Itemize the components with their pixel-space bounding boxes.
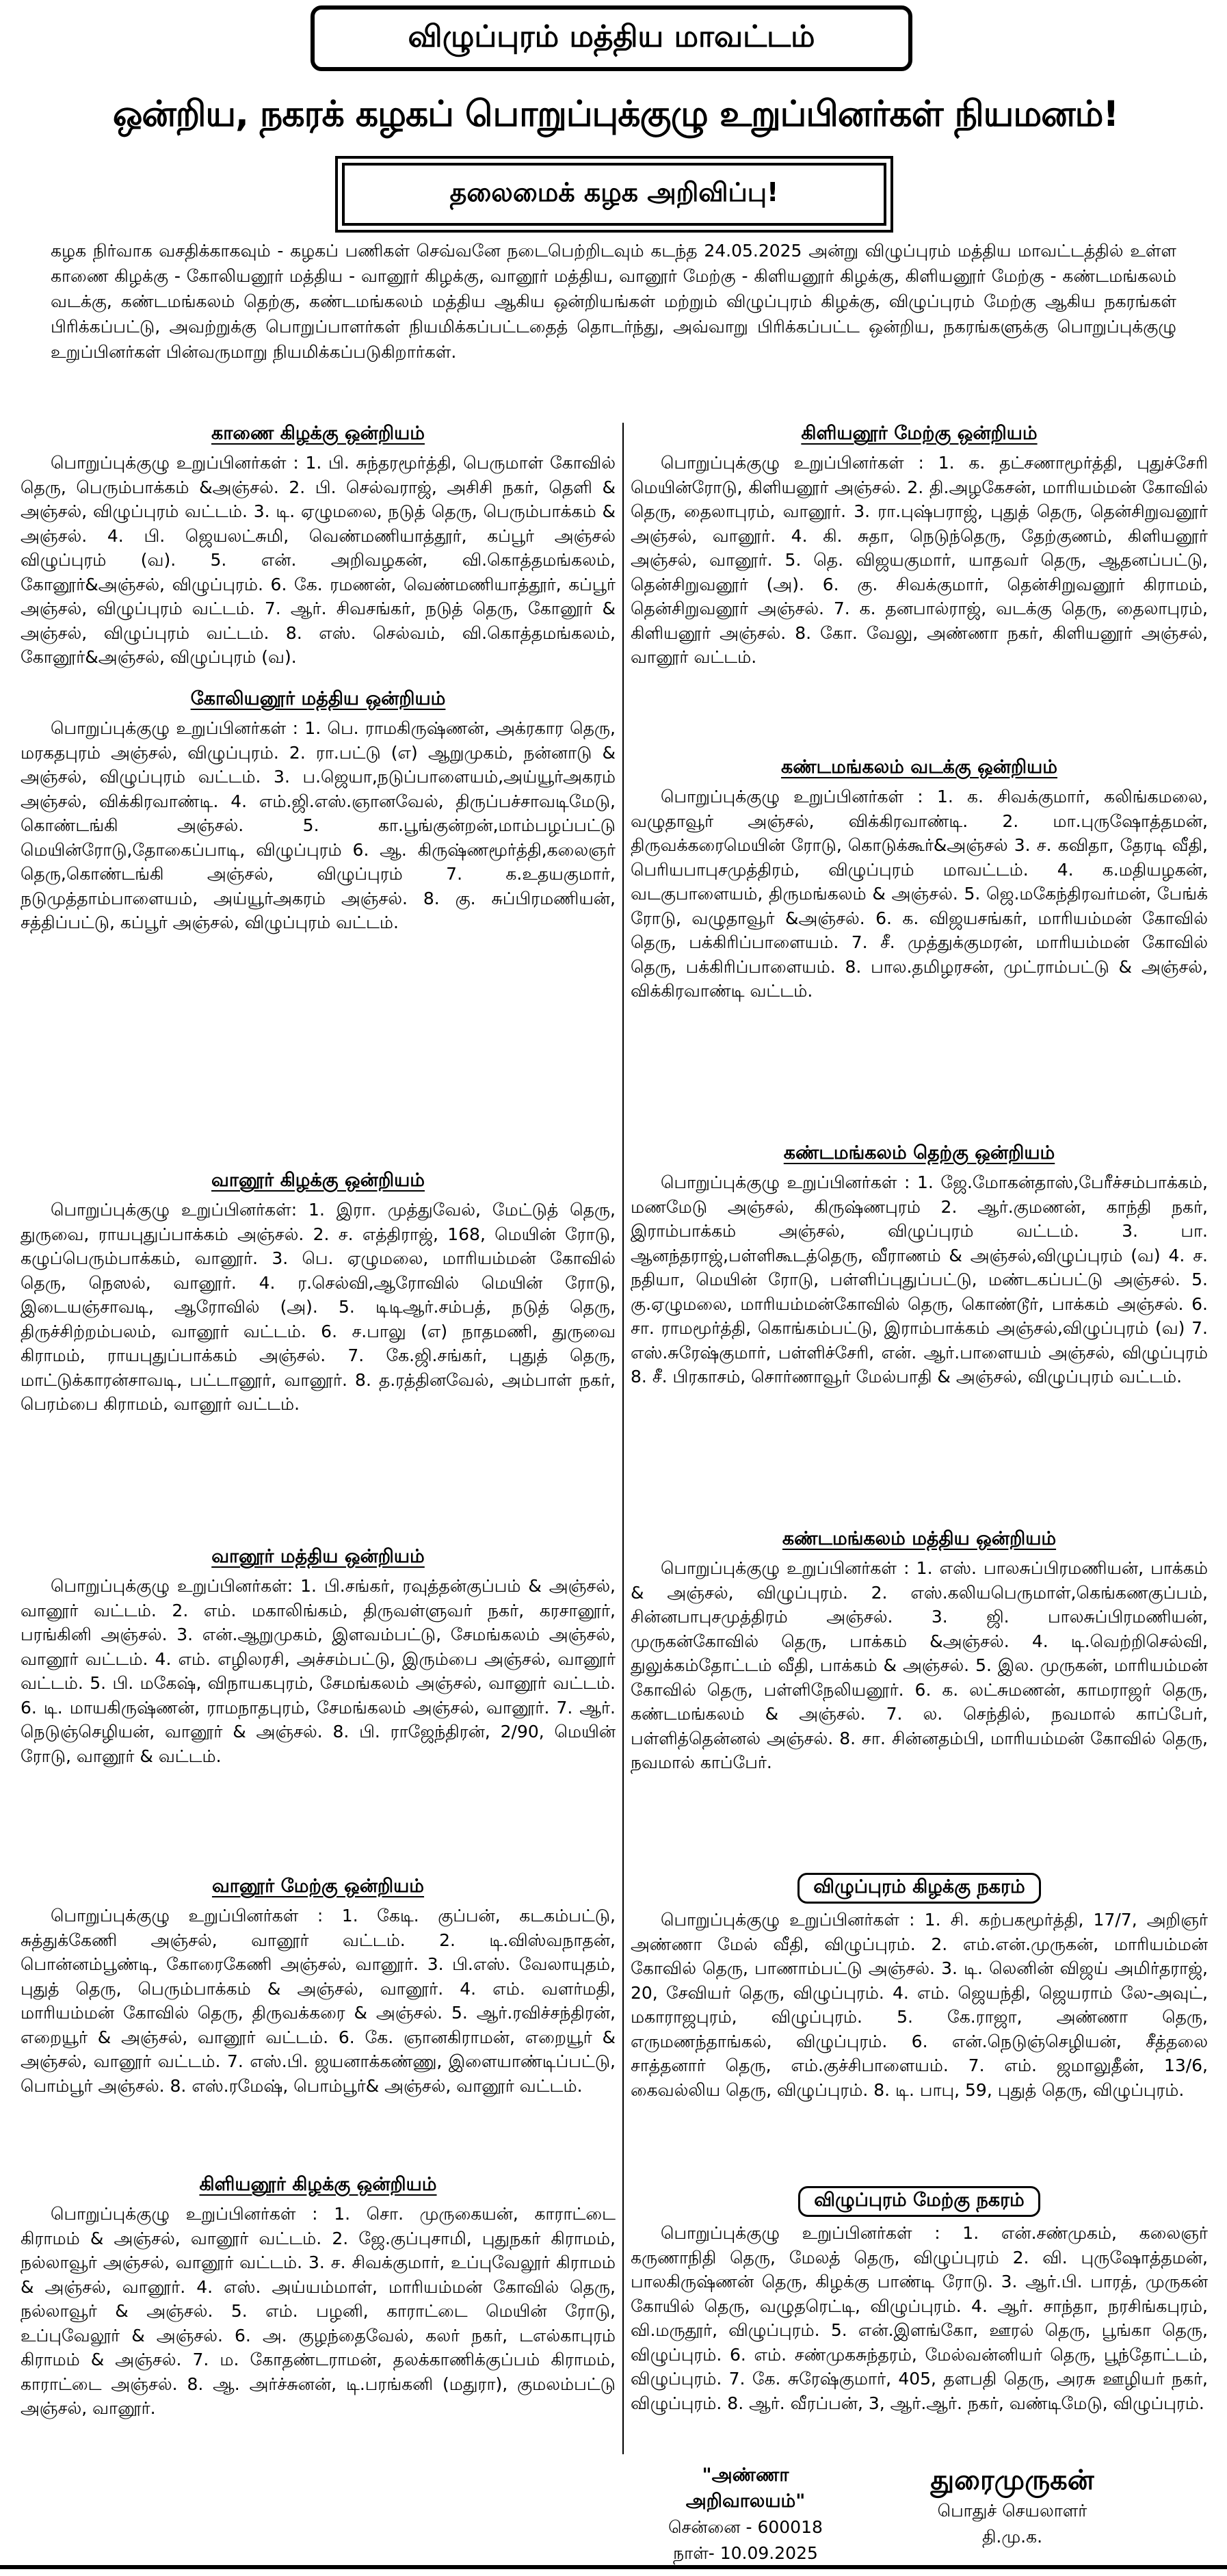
section-title: கிளியனூர் மேற்கு ஒன்றியம் <box>801 423 1038 444</box>
section-body: பொறுப்புக்குழு உறுப்பினர்கள் : 1. என்.சண்முகம், கலைஞர் கருணாநிதி தெரு, மேலத் தெரு, விழுப்புரம் 2. வி. புருஷோத்தமன், பாலகிருஷ்ணன் தெரு, கிழக்கு பாண்டி ரோடு. 3. ஆர்.பி. பாரத், முருகன் கோயில் தெரு, வழுதரெட்டி, விழுப்புரம். 4. ஆர். சாந்தா, நரசிங்கபுரம், வி.மருதூர், விழுப்புரம். 5. என்.இளங்கோ, ஊரல் தெரு, பூங்கா தெரு, விழுப்புரம். 6. எம். சண்முகசுந்தரம், மேல்வன்னியர் தெரு, பூந்தோட்டம், விழுப்புரம். 7. கே. சுரேஷ்குமார், 405, தளபதி தெரு, அரசு ஊழியர் நகர், விழுப்புரம். 8. ஆர். வீரப்பன், 3, ஆர்.ஆர். நகர், வண்டிமேடு, விழுப்புரம். <box>631 2223 1208 2413</box>
section-vanur-west <box>21 1876 616 2098</box>
section-title: வானூர் மத்திய ஒன்றியம் <box>211 1546 425 1567</box>
party-name: தி.மு.க. <box>981 2527 1043 2547</box>
section-body: பொறுப்புக்குழு உறுப்பினர்கள் : 1. சொ. முருகையன், காராட்டை கிராமம் & அஞ்சல், வானூர் வட்டம். 2. ஜே.குப்புசாமி, புதுநகர் கிராமம், நல்லாவூர் அஞ்சல், வானூர் வட்டம். 3. ச. சிவக்குமார், உப்புவேலூர் கிராமம் & அஞ்சல், வானூர். 4. எஸ். அய்யம்மாள், மாரியம்மன் கோவில் தெரு, நல்லாவூர் & அஞ்சல். 5. எம். பழனி, காராட்டை மெயின் ரோடு, உப்புவேலூர் & அஞ்சல். 6. அ. குழந்தைவேல், கலர் நகர், டஎல்காபுரம் கிராமம் & அஞ்சல். 7. ம. கோதண்டராமன், தலக்காணிக்குப்பம் கிராமம், காராட்டை அஞ்சல். 8. ஆ. அர்ச்சுனன், டி.பரங்கனி (மதுரா), குமலம்பட்டு அஞ்சல், வானூர். <box>21 2204 616 2418</box>
section-title: வானூர் மேற்கு ஒன்றியம் <box>211 1876 425 1897</box>
section-body: பொறுப்புக்குழு உறுப்பினர்கள் : 1. கேடி. குப்பன், கடகம்பட்டு, சுத்துக்கேணி அஞ்சல், வானூர் வட்டம். 2. டி.விஸ்வநாதன், பொன்னம்பூண்டி, கோரைகேணி அஞ்சல், வானூர். 3. பி.எஸ். வேலாயுதம், புதுத் தெரு, பெரும்பாக்கம் & அஞ்சல், வானூர். 4. எம். வளர்மதி, மாரியம்மன் கோவில் தெரு, திருவக்கரை & அஞ்சல். 5. ஆர்.ரவிச்சந்திரன், எறையூர் & அஞ்சல், வானூர் வட்டம். 6. கே. ஞானகிராமன், எறையூர் & அஞ்சல், வானூர் வட்டம். 7. எஸ்.பி. ஜயனாக்கண்ணு, இளையாண்டிப்பட்டு, பொம்பூர் அஞ்சல். 8. எஸ்.ரமேஷ், பொம்பூர்& அஞ்சல், வானூர் வட்டம். <box>21 1906 616 2096</box>
section-title: கோலியனூர் மத்திய ஒன்றியம் <box>190 688 446 709</box>
district-banner: விழுப்புரம் மத்திய மாவட்டம் <box>311 5 912 71</box>
headquarters-notice-label: தலைமைக் கழக அறிவிப்பு! <box>342 163 886 226</box>
office-city: சென்னை - 600018 <box>668 2517 823 2537</box>
section-body: பொறுப்புக்குழு உறுப்பினர்கள் : 1. எஸ். பாலசுப்பிரமணியன், பாக்கம் & அஞ்சல், விழுப்புரம். 2. எஸ்.கலியபெருமாள்,கெங்கணகுப்பம், சின்னபாபுசமுத்திரம் அஞ்சல். 3. ஜி. பாலசுப்பிரமணியன், முருகன்கோவில் தெரு, பாக்கம் &அஞ்சல். 4. டி.வெற்றிசெல்வி, துலுக்கம்தோட்டம் வீதி, பாக்கம் & அஞ்சல். 5. இல. முருகன், மாரியம்மன் கோவில் தெரு, பள்ளிநேலியனூர். 6. க. லட்சுமணன், காமராஜர் தெரு, கண்டமங்கலம் & அஞ்சல். 7. ல. செந்தில், நவமால் காப்பேர், பள்ளித்தென்னல் அஞ்சல். 8. சா. சின்னதம்பி, மாரியம்மன் கோவில் தெரு, நவமால் காப்பேர். <box>631 1558 1208 1772</box>
section-koliyanur-central <box>21 688 616 935</box>
section-body: பொறுப்புக்குழு உறுப்பினர்கள் : 1. சி. கற்பகமூர்த்தி, 17/7, அறிஞர் அண்ணா மேல் வீதி, விழுப்புரம். 2. எம்.என்.முருகன், மாரியம்மன் கோவில் தெரு, பாணாம்பட்டு அஞ்சல். 3. டி. லெனின் விஜய் அமிர்தராஜ், 20, சேவியர் தெரு, விழுப்புரம். 4. எம். ஜெயந்தி, ஜெயராம் லே-அவுட், மகாராஜபுரம், விழுப்புரம். 5. கே.ராஜா, அண்ணா தெரு, எருமணந்தாங்கல், விழுப்புரம். 6. என்.நெடுஞ்செழியன், சீத்தலை சாத்தனார் தெரு, எம்.குச்சிபாளையம். 7. எம். ஜமாலுதீன், 13/6, கைவல்லிய தெரு, விழுப்புரம். 8. டி. பாபு, 59, புதுத் தெரு, விழுப்புரம். <box>631 1910 1208 2100</box>
section-villupuram-east-town <box>631 1873 1208 2102</box>
signatory-designation: பொதுச் செயலாளர் <box>937 2501 1087 2521</box>
section-title: விழுப்புரம் மேற்கு நகரம் <box>798 2186 1040 2217</box>
bottom-divider <box>0 2565 1227 2569</box>
section-kandamangalam-south <box>631 1142 1208 1389</box>
page-title: ஒன்றிய, நகரக் கழகப் பொறுப்புக்குழு உறுப்பினர்கள் நியமனம்! <box>112 93 1119 135</box>
section-kiliyanur-west <box>631 423 1208 670</box>
section-title: வானூர் கிழக்கு ஒன்றியம் <box>211 1170 425 1191</box>
section-body: பொறுப்புக்குழு உறுப்பினர்கள்: 1. இரா. முத்துவேல், மேட்டுத் தெரு, துருவை, ராயபுதுப்பாக்கம் அஞ்சல். 2. ச. எத்திராஜ், 168, மெயின் ரோடு, கழுப்பெரும்பாக்கம், வானூர். 3. பெ. ஏழுமலை, மாரியம்மன் கோவில் தெரு, நெஸல், வானூர். 4. ர.செல்வி,ஆரோவில் மெயின் ரோடு, இடையஞ்சாவடி, ஆரோவில் (அ). 5. டிடிஆர்.சம்பத், நடுத் தெரு, திருச்சிற்றம்பலம், வானூர் வட்டம். 6. ச.பாலு (எ) நாதமணி, துருவை கிராமம், ராயபுதுப்பாக்கம் அஞ்சல். 7. கே.ஜி.சங்கர், புதுத் தெரு, மாட்டுக்காரன்சாவடி, பட்டானூர், வானூர். 8. த.ரத்தினவேல், அம்பாள் நகர், பெரம்பை கிராமம், வானூர் வட்டம். <box>21 1200 616 1414</box>
section-vanur-central <box>21 1546 616 1768</box>
section-body: பொறுப்புக்குழு உறுப்பினர்கள் : 1. க. தட்சணாமூர்த்தி, புதுச்சேரி மெயின்ரோடு, கிளியனூர் அஞ்சல். 2. தி.அழகேசன், மாரியம்மன் கோவில் தெரு, தைலாபுரம், வானூர். 3. ரா.புஷ்பராஜ், புதுத் தெரு, தென்சிறுவனூர் அஞ்சல், வானூர். 4. கி. சுதா, நெடுந்தெரு, தேற்குணம், கிளியனூர் அஞ்சல், வானூர். 5. தெ. விஜயகுமார், யாதவர் தெரு, ஆதனப்பட்டு, தென்சிறுவனூர் (அ). 6. கு. சிவக்குமார், தென்சிறுவனூர் கிராமம், தென்சிறுவனூர் அஞ்சல். 7. க. தனபால்ராஜ், வடக்கு தெரு, தைலாபுரம், கிளியனூர் அஞ்சல். 8. கோ. வேலு, அண்ணா நகர், கிளியனூர் அஞ்சல், வானூர் வட்டம். <box>631 453 1208 667</box>
signatory-name: துரைமுருகன் <box>930 2465 1094 2496</box>
notice-date: நாள்- 10.09.2025 <box>673 2543 818 2563</box>
office-name: "அண்ணா அறிவாலயம்" <box>685 2465 806 2512</box>
section-body: பொறுப்புக்குழு உறுப்பினர்கள் : 1. பெ. ராமகிருஷ்ணன், அக்ரகார தெரு, மரகதபுரம் அஞ்சல், விழுப்புரம். 2. ரா.பட்டு (எ) ஆறுமுகம், நன்னாடு & அஞ்சல், விழுப்புரம் வட்டம். 3. ப.ஜெயா,நடுப்பாளையம்,அய்யூர்அகரம் அஞ்சல், விக்கிரவாண்டி. 4. எம்.ஜி.எஸ்.ஞானவேல், திருப்பச்சாவடிமேடு, கொண்டங்கி அஞ்சல். 5. கா.பூங்குன்றன்,மாம்பழப்பட்டு மெயின்ரோடு,தோகைப்பாடி, விழுப்புரம் 6. ஆ. கிருஷ்ணமூர்த்தி,கலைஞர் தெரு,கொண்டங்கி அஞ்சல், விழுப்புரம் 7. க.உதயகுமார், நடுமுத்தாம்பாளையம், அய்யூர்அகரம் அஞ்சல். 8. கு. சுப்பிரமணியன், சத்திப்பட்டு, கப்பூர் அஞ்சல், விழுப்புரம் வட்டம். <box>21 718 616 932</box>
intro-paragraph: கழக நிர்வாக வசதிக்காகவும் - கழகப் பணிகள் செவ்வனே நடைபெற்றிடவும் கடந்த 24.05.2025 அன்று விழுப்புரம் மத்திய மாவட்டத்தில் உள்ள காணை கிழக்கு - கோலியனூர் மத்திய - வானூர் கிழக்கு, வானூர் மத்திய, வானூர் மேற்கு - கிளியனூர் கிழக்கு, கிளியனூர் மேற்கு - கண்டமங்கலம் வடக்கு, கண்டமங்கலம் தெற்கு, கண்டமங்கலம் மத்திய ஆகிய ஒன்றியங்கள் மற்றும் விழுப்புரம் கிழக்கு, விழுப்புரம் மேற்கு ஆகிய நகரங்கள் பிரிக்கப்பட்டு, அவற்றுக்கு பொறுப்பாளர்கள் நியமிக்கப்பட்டதைத் தொடர்ந்து, அவ்வாறு பிரிக்கப்பட்ட ஒன்றிய, நகரங்களுக்கு பொறுப்புக்குழு உறுப்பினர்கள் பின்வருமாறு நியமிக்கப்படுகிறார்கள். <box>51 241 1176 362</box>
section-villupuram-west-town <box>631 2186 1208 2415</box>
section-body: பொறுப்புக்குழு உறுப்பினர்கள்: 1. பி.சங்கர், ரவுத்தன்குப்பம் & அஞ்சல், வானூர் வட்டம். 2. எம். மகாலிங்கம், திருவள்ளுவர் நகர், கரசானூர், பரங்கினி அஞ்சல். 3. என்.ஆறுமுகம், இளவம்பட்டு, சேமங்கலம் அஞ்சல், வானூர் வட்டம். 4. எம். எழிலரசி, அச்சம்பட்டு, இரும்பை அஞ்சல், வானூர் வட்டம். 5. பி. மகேஷ், விநாயகபுரம், சேமங்கலம் அஞ்சல், வானூர் வட்டம். 6. டி. மாயகிருஷ்ணன், ராமநாதபுரம், சேமங்கலம் அஞ்சல், வானூர். 7. ஆர். நெடுஞ்செழியன், வானூர் & அஞ்சல். 8. பி. ராஜேந்திரன், 2/90, மெயின் ரோடு, வானூர் & வட்டம். <box>21 1576 616 1766</box>
section-title: கண்டமங்கலம் வடக்கு ஒன்றியம் <box>780 757 1058 778</box>
section-body: பொறுப்புக்குழு உறுப்பினர்கள் : 1. பி. சுந்தரமூர்த்தி, பெருமாள் கோவில் தெரு, பெரும்பாக்கம் &அஞ்சல். 2. பி. செல்வராஜ், அசிசி நகர், தெளி & அஞ்சல், விழுப்புரம் வட்டம். 3. டி. ஏழுமலை, நடுத் தெரு, பெரும்பாக்கம் & அஞ்சல். 4. பி. ஜெயலட்சுமி, வெண்மணியாத்தூர், கப்பூர் அஞ்சல் விழுப்புரம் (வ). 5. என். அறிவழகன், வி.கொத்தமங்கலம், கோனூர்&அஞ்சல், விழுப்புரம். 6. கே. ரமணன், வெண்மணியாத்தூர், கப்பூர் அஞ்சல், விழுப்புரம் வட்டம். 7. ஆர். சிவசங்கர், நடுத் தெரு, கோனூர் & அஞ்சல், விழுப்புரம் வட்டம். 8. எஸ். செல்வம், வி.கொத்தமங்கலம், கோனூர்&அஞ்சல், விழுப்புரம் (வ). <box>21 453 616 667</box>
section-kandamangalam-north <box>631 757 1208 1003</box>
section-kandamangalam-central <box>631 1528 1208 1775</box>
section-title: கண்டமங்கலம் தெற்கு ஒன்றியம் <box>783 1142 1055 1164</box>
section-title: விழுப்புரம் கிழக்கு நகரம் <box>797 1873 1040 1904</box>
section-body: பொறுப்புக்குழு உறுப்பினர்கள் : 1. க. சிவக்குமார், கலிங்கமலை, வழுதாவூர் அஞ்சல், விக்கிரவாண்டி. 2. மா.புருஷோத்தமன், திருவக்கரைமெயின் ரோடு, கொடுக்கூர்&அஞ்சல் 3. ச. கவிதா, தேரடி வீதி, பெரியபாபுசமுத்திரம், விழுப்புரம் மாவட்டம். 4. க.மதியழகன், வடகுபாளையம், திருமங்கலம் & அஞ்சல். 5. ஜெ.மகேந்திரவர்மன், பேங்க் ரோடு, வழுதாவூர் &அஞ்சல். 6. க. விஜயசங்கர், மாரியம்மன் கோவில் தெரு, பக்கிரிப்பாளையம். 7. சீ. முத்துக்குமரன், மாரியம்மன் கோவில் தெரு, பக்கிரிப்பாளையம். 8. பால.தமிழரசன், முட்ராம்பட்டு & அஞ்சல், விக்கிரவாண்டி வட்டம். <box>631 787 1208 1001</box>
column-divider <box>622 423 624 2454</box>
section-title: காணை கிழக்கு ஒன்றியம் <box>211 423 425 444</box>
section-title: கிளியனூர் கிழக்கு ஒன்றியம் <box>199 2174 437 2195</box>
section-vanur-east <box>21 1170 616 1417</box>
section-body: பொறுப்புக்குழு உறுப்பினர்கள் : 1. ஜே.மோகன்தாஸ்,பேரீச்சம்பாக்கம், மணமேடு அஞ்சல், கிருஷ்ணபுரம் 2. ஆர்.குமணன், காந்தி நகர், இராம்பாக்கம் அஞ்சல், விழுப்புரம் வட்டம். 3. பா. ஆனந்தராஜ்,பள்ளிகூடத்தெரு, வீராணம் & அஞ்சல்,விழுப்புரம் (வ) 4. ச. நதியா, மெயின் ரோடு, பள்ளிப்புதுப்பட்டு, மண்டகப்பட்டு அஞ்சல். 5. கு.ஏழுமலை, மாரியம்மன்கோவில் தெரு, கொண்டூர், பாக்கம் அஞ்சல். 6. சா. ராமமூர்த்தி, கொங்கம்பட்டு, இராம்பாக்கம் அஞ்சல்,விழுப்புரம் (வ) 7. எஸ்.சுரேஷ்குமார், பள்ளிச்சேரி, என். ஆர்.பாளையம் அஞ்சல், விழுப்புரம் 8. சீ. பிரகாசம், சொர்ணாவூர் மேல்பாதி & அஞ்சல், விழுப்புரம் வட்டம். <box>631 1172 1208 1386</box>
footer-signature <box>855 2462 1170 2550</box>
footer-address <box>643 2462 848 2566</box>
section-title: கண்டமங்கலம் மத்திய ஒன்றியம் <box>782 1528 1057 1549</box>
section-kaanai-east <box>21 423 616 670</box>
section-kiliyanur-east <box>21 2174 616 2421</box>
